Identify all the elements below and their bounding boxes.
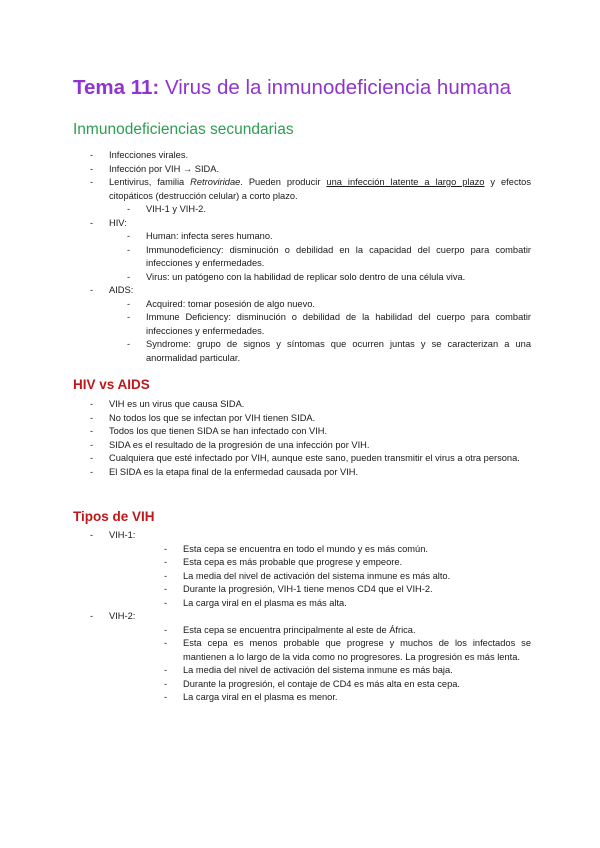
heading-hiv-vs-aids: HIV vs AIDS xyxy=(73,377,150,392)
lentivirus-text-a: Lentivirus, familia xyxy=(109,177,191,187)
list-item: - El SIDA es la etapa final de la enfermedad causada por VIH. xyxy=(73,466,531,480)
list-item: - AIDS: xyxy=(73,284,531,298)
list-item: - Infecciones virales. xyxy=(73,149,531,163)
list-item: - Cualquiera que esté infectado por VIH, aunque este sano, pueden transmitir el virus a otra persona. xyxy=(73,452,531,466)
title-text: Virus de la inmunodeficiencia humana xyxy=(164,76,511,99)
list-subitem: - Esta cepa es más probable que progrese y empeore. xyxy=(73,556,531,570)
list-subitem: - Syndrome: grupo de signos y síntomas que ocurren juntas y se caracterizan a una anormalidad particular. xyxy=(73,338,531,365)
lentivirus-text-b: . Pueden producir xyxy=(240,177,327,187)
list-subitem: - Immunodeficiency: disminución o debilidad en la capacidad del cuerpo para combatir infecciones y enfermedades. xyxy=(73,244,531,271)
list-subitem: - Virus: un patógeno con la habilidad de replicar solo dentro de una célula viva. xyxy=(73,271,531,285)
list-subitem: - Esta cepa se encuentra en todo el mundo y es más común. xyxy=(73,543,531,557)
list-subitem: - La carga viral en el plasma es menor. xyxy=(73,691,531,705)
list-subitem: - La carga viral en el plasma es más alta. xyxy=(73,597,531,611)
list-item: - Infección por VIH → SIDA. xyxy=(73,163,531,177)
lentivirus-text-c: y efectos citopáticos (destrucción celular) a corto plazo. xyxy=(109,177,531,201)
heading-tipos-vih: Tipos de VIH xyxy=(73,509,155,524)
list-subitem: - Human: infecta seres humano. xyxy=(73,230,531,244)
list-item-vih2: - VIH-2: xyxy=(73,610,531,624)
title-label: Tema 11: xyxy=(73,76,160,99)
list-subitem: - La media del nivel de activación del sistema inmune es más baja. xyxy=(73,664,531,678)
list-subitem: - La media del nivel de activación del sistema inmune es más alto. xyxy=(73,570,531,584)
list-item: - No todos los que se infectan por VIH tienen SIDA. xyxy=(73,412,531,426)
list-subitem: - Esta cepa es menos probable que progrese y muchos de los infectados se mantienen a lo largo de la vida como no progresores. La progresión es más lenta. xyxy=(73,637,531,664)
list-item-vih1: - VIH-1: xyxy=(73,529,531,543)
list-subitem: - Durante la progresión, el contaje de CD4 es más alta en esta cepa. xyxy=(73,678,531,692)
list-item: - Todos los que tienen SIDA se han infectado con VIH. xyxy=(73,425,531,439)
list-subitem: - Esta cepa se encuentra principalmente al este de África. xyxy=(73,624,531,638)
list-subitem: - VIH-1 y VIH-2. xyxy=(73,203,531,217)
list-subitem: - Acquired: tomar posesión de algo nuevo. xyxy=(73,298,531,312)
list-item: - VIH es un virus que causa SIDA. xyxy=(73,398,531,412)
list-subitem: - Immune Deficiency: disminución o debilidad de la habilidad del cuerpo para combatir infecciones y enfermedades. xyxy=(73,311,531,338)
list-hiv-vs-aids xyxy=(73,398,531,479)
list-item xyxy=(73,176,531,203)
list-inmunodeficiencias xyxy=(73,149,531,365)
list-item: - SIDA es el resultado de la progresión de una infección por VIH. xyxy=(73,439,531,453)
lentivirus-family: Retroviridae xyxy=(190,177,241,187)
list-subitem: - Durante la progresión, VIH-1 tiene menos CD4 que el VIH-2. xyxy=(73,583,531,597)
heading-inmunodeficiencias: Inmunodeficiencias secundarias xyxy=(73,121,294,138)
lentivirus-underlined: una infección latente a largo plazo xyxy=(326,177,485,187)
page-title xyxy=(73,76,511,100)
list-tipos-vih xyxy=(73,529,531,705)
list-item: - HIV: xyxy=(73,217,531,231)
